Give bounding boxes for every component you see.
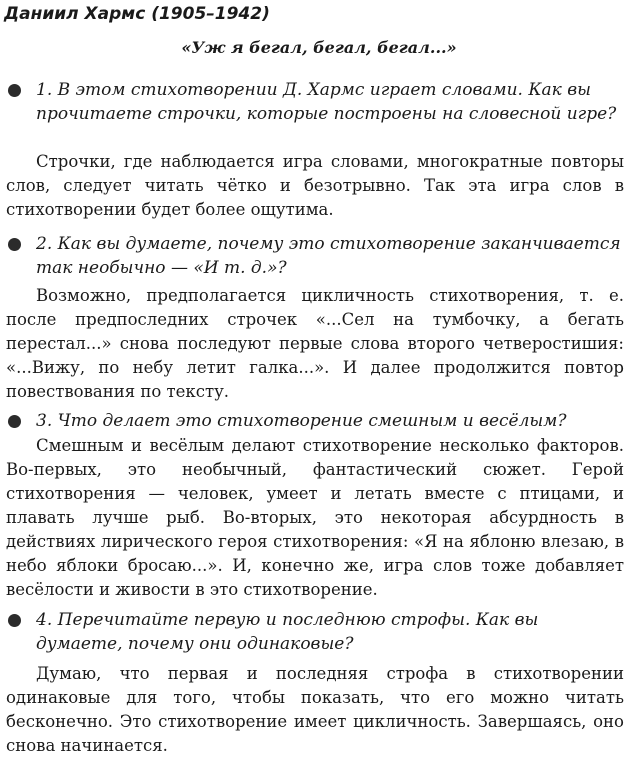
bullet-icon: [8, 415, 21, 428]
answer-3: Смешным и весёлым делают стихотворение несколько факторов. Во-первых, это необычный, фантастический сюжет. Герой стихотворения — человек, умеет и летать вместе с птицами, и плавать лучше рыб. Во-вторых, это некоторая абсурдность в действиях лирического героя стихотворения: «Я на яблоню влезаю, в небо яблоки бросаю...». И, конечно же, игра слов тоже добавляет весёлости и живости в это стихотворение.: [6, 436, 624, 599]
question-1: 1. В этом стихотворении Д. Хармс играет словами. Как вы прочитаете строчки, которые построены на словесной игре?: [36, 80, 617, 124]
poem-title: «Уж я бегал, бегал, бегал...»: [181, 38, 457, 57]
bullet-icon: [8, 614, 21, 627]
bullet-icon: [8, 238, 21, 251]
answer-4: Думаю, что первая и последняя строфа в стихотворении одинаковые для того, чтобы показать, что его можно читать бесконечно. Это стихотворение имеет цикличность. Завершаясь, оно снова начинается.: [6, 664, 624, 755]
question-2: 2. Как вы думаете, почему это стихотворение заканчивается так необычно — «И т. д.»?: [36, 234, 621, 278]
answer-1: Строчки, где наблюдается игра словами, многократные повторы слов, следует читать чётко и безотрывно. Так эта игра слов в стихотворении будет более ощутима.: [6, 152, 624, 219]
answer-2: Возможно, предполагается цикличность стихотворения, т. е. после предпоследних строчек «...Сел на тумбочку, а бегать перестал...» снова последуют первые слова второго четверостишия: «...Вижу, по небу летит галка...». И далее продолжится повтор повествования по тексту.: [6, 286, 624, 401]
author-header: Даниил Хармс (1905–1942): [4, 4, 270, 24]
bullet-icon: [8, 84, 21, 97]
question-4: 4. Перечитайте первую и последнюю строфы. Как вы думаете, почему они одинаковые?: [36, 610, 539, 654]
question-3: 3. Что делает это стихотворение смешным и весёлым?: [36, 411, 567, 431]
